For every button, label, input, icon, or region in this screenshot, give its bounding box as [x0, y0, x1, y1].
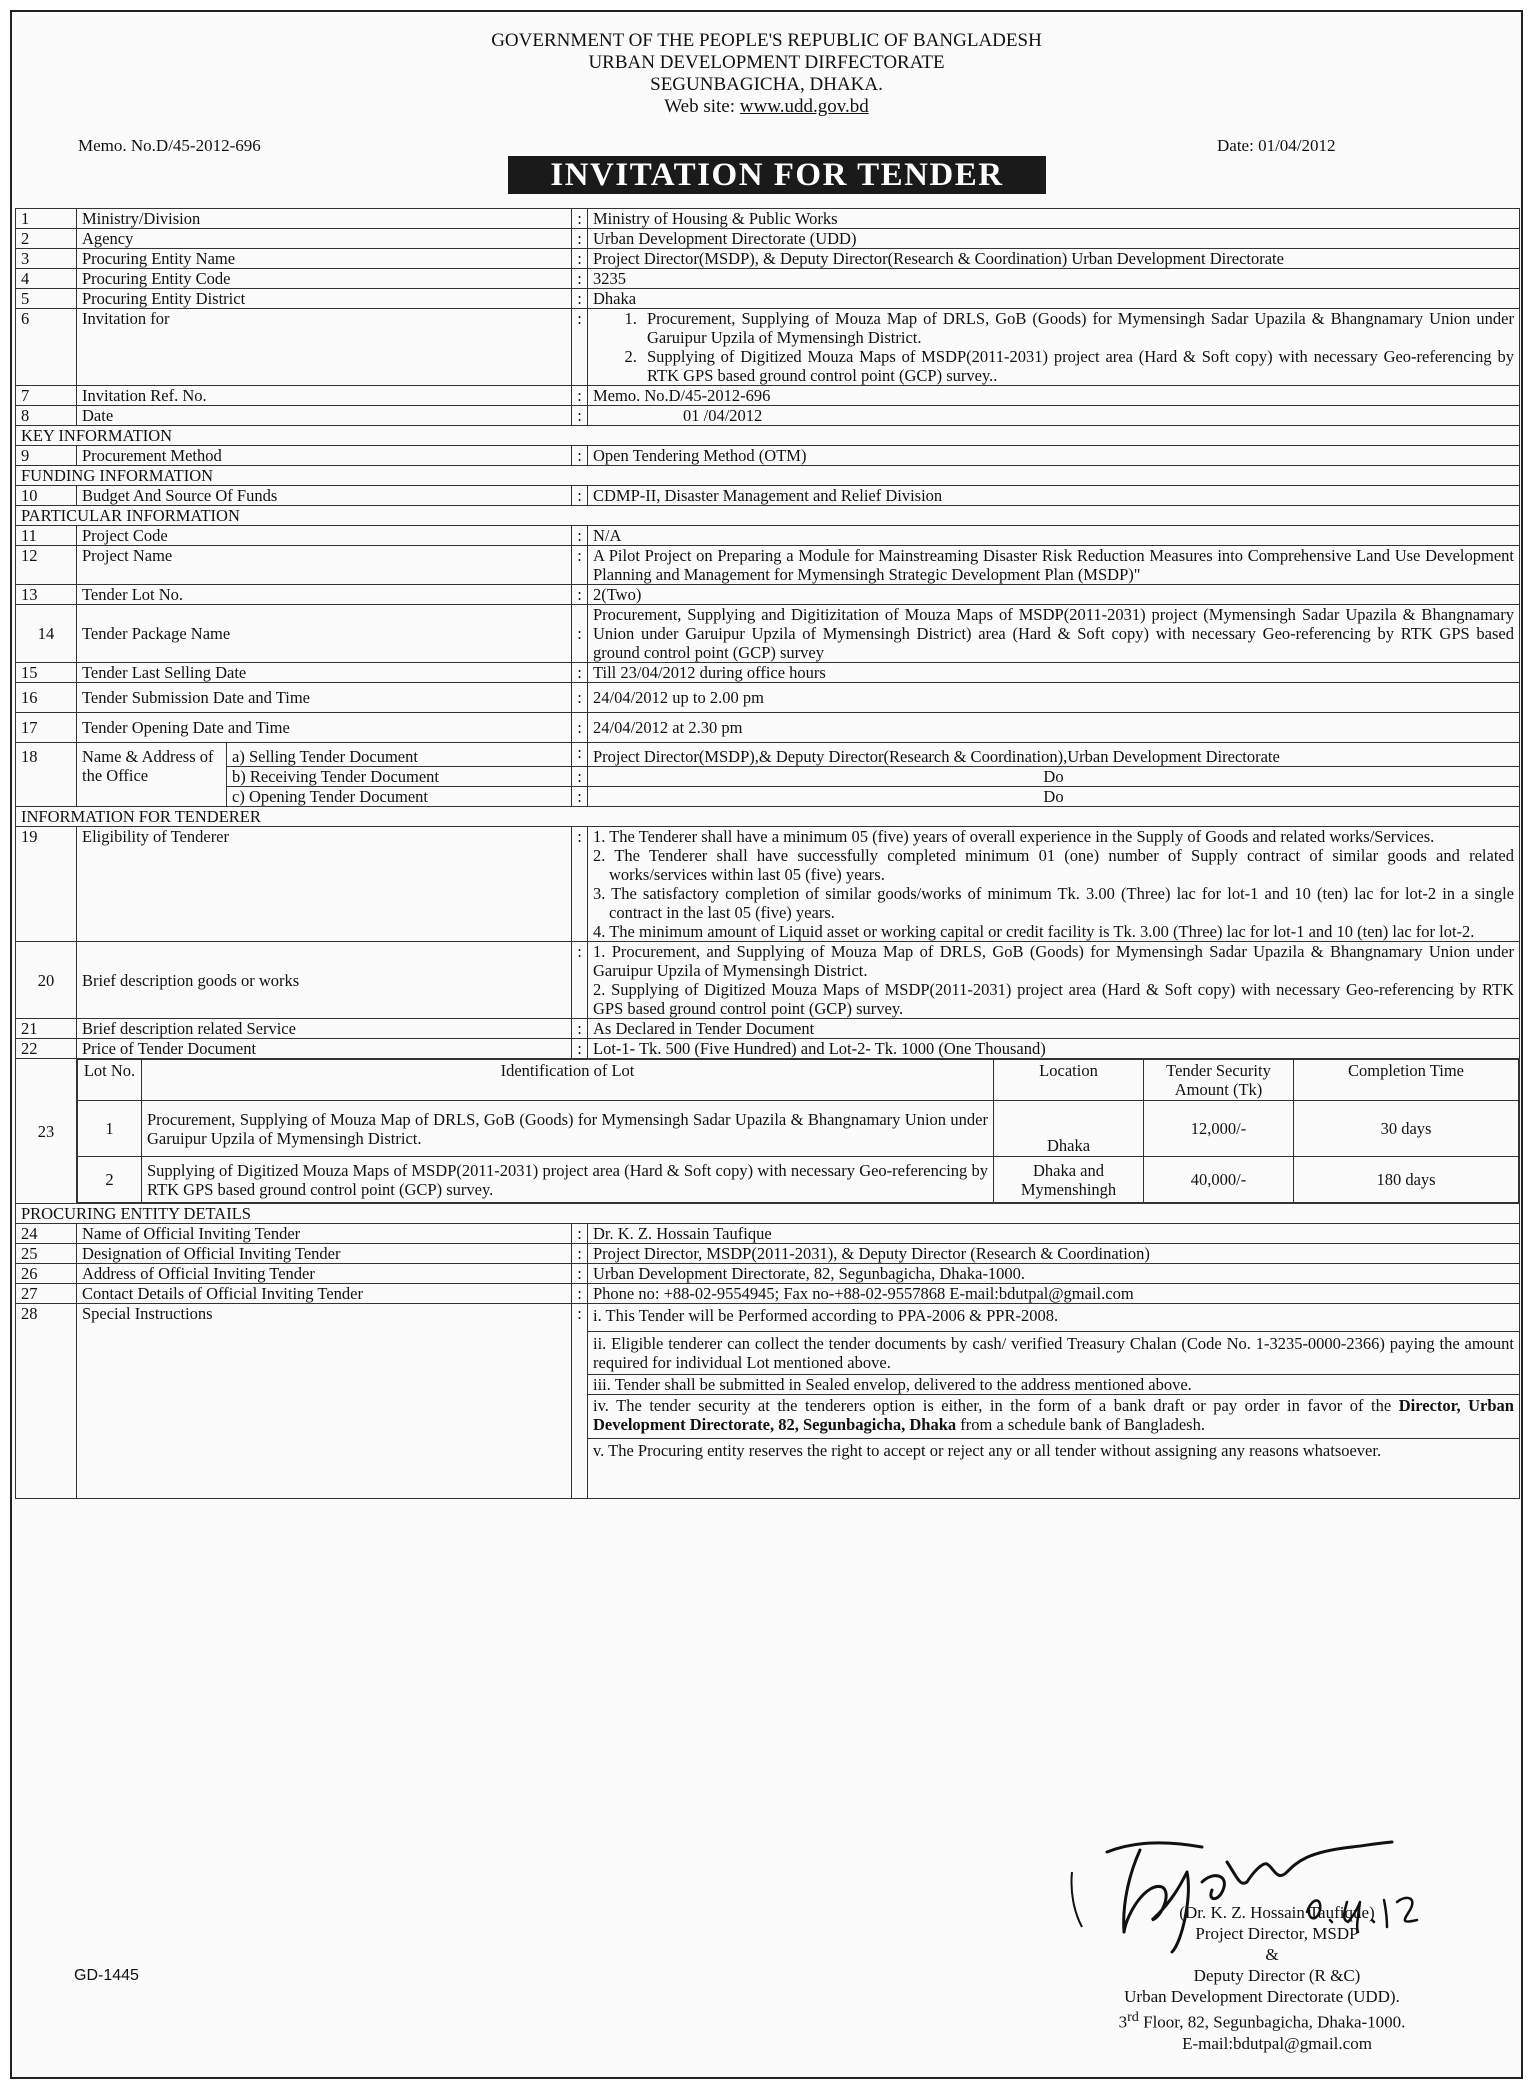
eligibility-item: 1. The Tenderer shall have a minimum 05 (five) years of overall experience in the Supply of Goods and related works/Services.: [593, 827, 1435, 846]
lot-location: Dhaka: [994, 1101, 1144, 1157]
lot-row: [78, 1101, 1519, 1157]
description-item: 2. Supplying of Digitized Mouza Maps of MSDP(2011-2031) project area (Hard & Soft copy) with necessary Geo-referencing by RTK GPS based ground control point (GCP) survey.: [593, 980, 1514, 1018]
row-label: Invitation for: [77, 309, 572, 386]
invitation-items: [593, 309, 1514, 385]
table-row: [16, 229, 1520, 249]
floor-suffix: rd: [1127, 2009, 1139, 2025]
lot-identification: Supplying of Digitized Mouza Maps of MSDP(2011-2031) project area (Hard & Soft copy) with necessary Geo-referencing by RTK GPS based ground control point (GCP) survey.: [142, 1157, 994, 1203]
signature-area: [1012, 1802, 1512, 2082]
colon: :: [572, 743, 588, 767]
row-label: Designation of Official Inviting Tender: [77, 1244, 572, 1264]
eligibility-item: 4. The minimum amount of Liquid asset or working capital or credit facility is Tk. 3.00 (Three) lac for lot-1 and 10 (ten) lac for lot-2.: [593, 922, 1475, 941]
row-label: Agency: [77, 229, 572, 249]
row-number: 3: [16, 249, 77, 269]
row-number: 17: [16, 713, 77, 743]
row-label: Procuring Entity District: [77, 289, 572, 309]
table-row: [16, 827, 1520, 942]
instruction-item: ii. Eligible tenderer can collect the tender documents by cash/ verified Treasury Chalan (Code No. 1-3235-0000-2366) paying the amount required for individual Lot mentioned above.: [588, 1332, 1519, 1375]
section-heading: PARTICULAR INFORMATION: [16, 506, 1520, 526]
lot-table: [77, 1059, 1519, 1203]
table-row: [16, 663, 1520, 683]
row-value: 2(Two): [588, 585, 1520, 605]
document-date: Date: 01/04/2012: [1217, 136, 1336, 155]
row-value: 24/04/2012 at 2.30 pm: [588, 713, 1520, 743]
row-label: Brief description goods or works: [77, 942, 572, 1019]
lot-completion: 180 days: [1294, 1157, 1519, 1203]
colon: :: [572, 585, 588, 605]
lot-no: 2: [78, 1157, 142, 1203]
row-number: 19: [16, 827, 77, 942]
row-number: 6: [16, 309, 77, 386]
table-row: [16, 605, 1520, 663]
memo-number: Memo. No.D/45-2012-696: [78, 136, 261, 155]
document-header: [12, 30, 1521, 118]
row-value: A Pilot Project on Preparing a Module for Mainstreaming Disaster Risk Reduction Measures into Comprehensive Land Use Development Planning and Management for Mymensingh Strategic Development Plan (MSDP)": [588, 546, 1520, 585]
lot-location: Dhaka and Mymenshingh: [994, 1157, 1144, 1203]
colon: :: [572, 713, 588, 743]
eligibility-item: 2. The Tenderer shall have successfully completed minimum 01 (one) number of Supply contract of similar goods and related works/services within last 05 (five) years.: [593, 846, 1514, 884]
row-value: Ministry of Housing & Public Works: [588, 209, 1520, 229]
website-link[interactable]: www.udd.gov.bd: [739, 96, 869, 117]
row-label: Project Code: [77, 526, 572, 546]
signatory-email: E-mail:bdutpal@gmail.com: [1182, 2033, 1372, 2053]
page-title: INVITATION FOR TENDER: [508, 156, 1046, 194]
list-item: 1. Procurement, Supplying of Mouza Map of DRLS, GoB (Goods) for Mymensingh Sadar Upazila & Bhangnamary Union under Garuipur Upzila of Mymensingh District.: [641, 309, 1514, 347]
lot-table-cell: [77, 1059, 1520, 1204]
row-label: Brief description related Service: [77, 1019, 572, 1039]
row-number: 10: [16, 486, 77, 506]
instruction-text: iv. The tender security at the tenderers option is either, in the form of a bank draft or pay order in favor of the: [593, 1396, 1399, 1415]
instruction-item: [588, 1395, 1519, 1439]
row-number: 21: [16, 1019, 77, 1039]
row-label: Procuring Entity Name: [77, 249, 572, 269]
address-text: Floor, 82, Segunbagicha, Dhaka-1000.: [1138, 2012, 1406, 2032]
header-line-directorate: URBAN DEVELOPMENT DIRFECTORATE: [588, 52, 945, 73]
signatory-name: (Dr. K. Z. Hossain Taufique): [1179, 1903, 1375, 1922]
row-number: 11: [16, 526, 77, 546]
row-value: [588, 942, 1520, 1019]
row-number: 16: [16, 683, 77, 713]
row-number: 2: [16, 229, 77, 249]
row-label: Tender Submission Date and Time: [77, 683, 572, 713]
colon: :: [572, 1039, 588, 1059]
row-number: 5: [16, 289, 77, 309]
identification-header: Identification of Lot: [142, 1060, 994, 1101]
table-row: [16, 386, 1520, 406]
section-heading: FUNDING INFORMATION: [16, 466, 1520, 486]
header-line-government: GOVERNMENT OF THE PEOPLE'S REPUBLIC OF BANGLADESH: [491, 30, 1042, 51]
row-label: Price of Tender Document: [77, 1039, 572, 1059]
lot-completion: 30 days: [1294, 1101, 1519, 1157]
table-row: [16, 309, 1520, 386]
row-value: Memo. No.D/45-2012-696: [588, 386, 1520, 406]
colon: :: [572, 309, 588, 386]
row-label: Project Name: [77, 546, 572, 585]
row-number: 15: [16, 663, 77, 683]
colon: :: [572, 546, 588, 585]
footer-code: GD-1445: [74, 1967, 139, 1984]
row-number: 25: [16, 1244, 77, 1264]
colon: :: [572, 1284, 588, 1304]
row-value: [588, 309, 1520, 386]
colon: :: [572, 767, 588, 787]
row-value: Project Director(MSDP),& Deputy Director(Research & Coordination),Urban Development Directorate: [588, 743, 1520, 767]
row-value: Till 23/04/2012 during office hours: [588, 663, 1520, 683]
signatory-title: Project Director, MSDP: [1195, 1924, 1359, 1943]
row-number: 12: [16, 546, 77, 585]
table-row: [16, 1244, 1520, 1264]
tender-notice-page: [10, 10, 1523, 2079]
header-website: [12, 96, 1521, 118]
row-value: As Declared in Tender Document: [588, 1019, 1520, 1039]
section-row: [16, 426, 1520, 446]
row-label: Budget And Source Of Funds: [77, 486, 572, 506]
location-header: Location: [994, 1060, 1144, 1101]
table-row: [16, 713, 1520, 743]
instruction-item: v. The Procuring entity reserves the right to accept or reject any or all tender without assigning any reasons whatsoever.: [593, 1441, 1382, 1460]
table-row: [16, 743, 1520, 767]
row-label: Name of Official Inviting Tender: [77, 1224, 572, 1244]
signatory-designation: Deputy Director (R &C): [1193, 1966, 1361, 1985]
table-row: [16, 1224, 1520, 1244]
table-row: [16, 249, 1520, 269]
row-value: CDMP-II, Disaster Management and Relief Division: [588, 486, 1520, 506]
row-label: Procuring Entity Code: [77, 269, 572, 289]
lot-row: [78, 1157, 1519, 1203]
lot-header-row: [78, 1060, 1519, 1101]
row-label: Tender Package Name: [77, 605, 572, 663]
lot-identification: Procurement, Supplying of Mouza Map of DRLS, GoB (Goods) for Mymensingh Sadar Upazila & Bhangnamary Union under Garuipur Upzila of Mymensingh District.: [142, 1101, 994, 1157]
row-value: Dhaka: [588, 289, 1520, 309]
row-label: Name & Address of the Office: [77, 743, 227, 807]
colon: :: [572, 1224, 588, 1244]
table-row: [16, 546, 1520, 585]
row-value: 01 /04/2012: [588, 406, 1520, 426]
row-label: Contact Details of Official Inviting Tender: [77, 1284, 572, 1304]
section-row: [16, 466, 1520, 486]
table-row: [16, 1264, 1520, 1284]
row-label: Ministry/Division: [77, 209, 572, 229]
row-number: 14: [16, 605, 77, 663]
row-value: Open Tendering Method (OTM): [588, 446, 1520, 466]
table-row: [16, 1304, 1520, 1499]
colon: :: [572, 229, 588, 249]
row-value: Urban Development Directorate, 82, Segunbagicha, Dhaka-1000.: [588, 1264, 1520, 1284]
row-number: 8: [16, 406, 77, 426]
row-label: Tender Last Selling Date: [77, 663, 572, 683]
colon: :: [572, 269, 588, 289]
table-row: [16, 1284, 1520, 1304]
row-value: Project Director(MSDP), & Deputy Director(Research & Coordination) Urban Development Directorate: [588, 249, 1520, 269]
colon: :: [572, 249, 588, 269]
row-label: Date: [77, 406, 572, 426]
table-row: [16, 446, 1520, 466]
office-sub-label: a) Selling Tender Document: [227, 743, 572, 767]
colon: :: [572, 1244, 588, 1264]
row-value: Phone no: +88-02-9554945; Fax no-+88-02-9557868 E-mail:bdutpal@gmail.com: [588, 1284, 1520, 1304]
header-line-address: SEGUNBAGICHA, DHAKA.: [650, 74, 883, 95]
signature-block: [1012, 1902, 1512, 2054]
row-label: Address of Official Inviting Tender: [77, 1264, 572, 1284]
colon: :: [572, 1019, 588, 1039]
colon: :: [572, 663, 588, 683]
website-label: Web site:: [664, 96, 736, 117]
row-value: Do: [588, 787, 1520, 807]
colon: :: [572, 1304, 588, 1499]
section-row: [16, 506, 1520, 526]
row-number: 1: [16, 209, 77, 229]
description-item: 1. Procurement, and Supplying of Mouza Map of DRLS, GoB (Goods) for Mymensingh Sadar Upazila & Bhangnamary Union under Garuipur Upzila of Mymensingh District.: [593, 942, 1514, 980]
row-value: Urban Development Directorate (UDD): [588, 229, 1520, 249]
instruction-bold-text: Director, Urban Development Directorate, 82, Segunbagicha, Dhaka: [593, 1396, 1514, 1434]
eligibility-item: 3. The satisfactory completion of similar goods/works of minimum Tk. 3.00 (Three) lac for lot-1 and 10 (ten) lac for lot-2 in a single contract in the last 05 (five) years.: [593, 884, 1514, 922]
row-number: 9: [16, 446, 77, 466]
section-heading: INFORMATION FOR TENDERER: [16, 807, 1520, 827]
row-value: Do: [588, 767, 1520, 787]
colon: :: [572, 942, 588, 1019]
table-row: [16, 486, 1520, 506]
instruction-item: iii. Tender shall be submitted in Sealed envelop, delivered to the address mentioned above.: [588, 1375, 1519, 1395]
row-label: Eligibility of Tenderer: [77, 827, 572, 942]
row-number: 23: [16, 1059, 77, 1204]
colon: :: [572, 1264, 588, 1284]
colon: :: [572, 446, 588, 466]
office-sub-label: b) Receiving Tender Document: [227, 767, 572, 787]
row-number: 13: [16, 585, 77, 605]
table-row: [16, 787, 1520, 807]
table-row: [16, 1019, 1520, 1039]
row-label: Invitation Ref. No.: [77, 386, 572, 406]
lot-security: 12,000/-: [1144, 1101, 1294, 1157]
table-row: [16, 406, 1520, 426]
instruction-item: i. This Tender will be Performed according to PPA-2006 & PPR-2008.: [588, 1304, 1519, 1332]
row-number: 27: [16, 1284, 77, 1304]
office-sub-label: c) Opening Tender Document: [227, 787, 572, 807]
colon: :: [572, 406, 588, 426]
row-value: Project Director, MSDP(2011-2031), & Deputy Director (Research & Coordination): [588, 1244, 1520, 1264]
row-number: 24: [16, 1224, 77, 1244]
table-row: [16, 683, 1520, 713]
colon: :: [572, 526, 588, 546]
colon: :: [572, 289, 588, 309]
row-value: 24/04/2012 up to 2.00 pm: [588, 683, 1520, 713]
table-row: [16, 526, 1520, 546]
colon: :: [572, 683, 588, 713]
row-number: 4: [16, 269, 77, 289]
table-row: [16, 767, 1520, 787]
security-header: Tender Security Amount (Tk): [1144, 1060, 1294, 1101]
signatory-office: Urban Development Directorate (UDD).: [1124, 1987, 1400, 2006]
row-value: [588, 1304, 1520, 1499]
tender-table: [15, 208, 1520, 1499]
table-row: [16, 1059, 1520, 1204]
section-row: [16, 1204, 1520, 1224]
table-row: [16, 1039, 1520, 1059]
table-row: [16, 209, 1520, 229]
colon: :: [572, 486, 588, 506]
colon: :: [572, 209, 588, 229]
row-number: 26: [16, 1264, 77, 1284]
row-value: Lot-1- Tk. 500 (Five Hundred) and Lot-2- Tk. 1000 (One Thousand): [588, 1039, 1520, 1059]
section-heading: PROCURING ENTITY DETAILS: [16, 1204, 1520, 1224]
section-heading: KEY INFORMATION: [16, 426, 1520, 446]
completion-header: Completion Time: [1294, 1060, 1519, 1101]
row-value: Dr. K. Z. Hossain Taufique: [588, 1224, 1520, 1244]
row-number: 18: [16, 743, 77, 807]
table-row: [16, 585, 1520, 605]
signatory-ampersand: &: [1265, 1945, 1279, 1964]
row-value: Procurement, Supplying and Digitizitation of Mouza Maps of MSDP(2011-2031) project (Mymensingh Sadar Upazila & Bhangnamary Union under Garuipur Upzila of Mymensingh District) area (Hard & Soft copy) with necessary Geo-referencing by RTK GPS based ground control point (GCP) survey: [588, 605, 1520, 663]
instruction-text: from a schedule bank of Bangladesh.: [956, 1415, 1205, 1434]
lot-no-header: Lot No.: [78, 1060, 142, 1101]
lot-security: 40,000/-: [1144, 1157, 1294, 1203]
colon: :: [572, 787, 588, 807]
lot-no: 1: [78, 1101, 142, 1157]
row-value: [588, 827, 1520, 942]
table-row: [16, 289, 1520, 309]
signatory-address: [1012, 2007, 1512, 2033]
row-label: Procurement Method: [77, 446, 572, 466]
colon: :: [572, 827, 588, 942]
section-row: [16, 807, 1520, 827]
row-number: 28: [16, 1304, 77, 1499]
row-label: Tender Opening Date and Time: [77, 713, 572, 743]
row-number: 22: [16, 1039, 77, 1059]
colon: :: [572, 605, 588, 663]
table-row: [16, 942, 1520, 1019]
row-number: 7: [16, 386, 77, 406]
row-number: 20: [16, 942, 77, 1019]
row-value: 3235: [588, 269, 1520, 289]
row-value: N/A: [588, 526, 1520, 546]
colon: :: [572, 386, 588, 406]
row-label: Special Instructions: [77, 1304, 572, 1499]
row-label: Tender Lot No.: [77, 585, 572, 605]
floor-number: 3: [1118, 2012, 1128, 2032]
list-item: 2. Supplying of Digitized Mouza Maps of MSDP(2011-2031) project area (Hard & Soft copy) with necessary Geo-referencing by RTK GPS based ground control point (GCP) survey..: [641, 347, 1514, 385]
table-row: [16, 269, 1520, 289]
